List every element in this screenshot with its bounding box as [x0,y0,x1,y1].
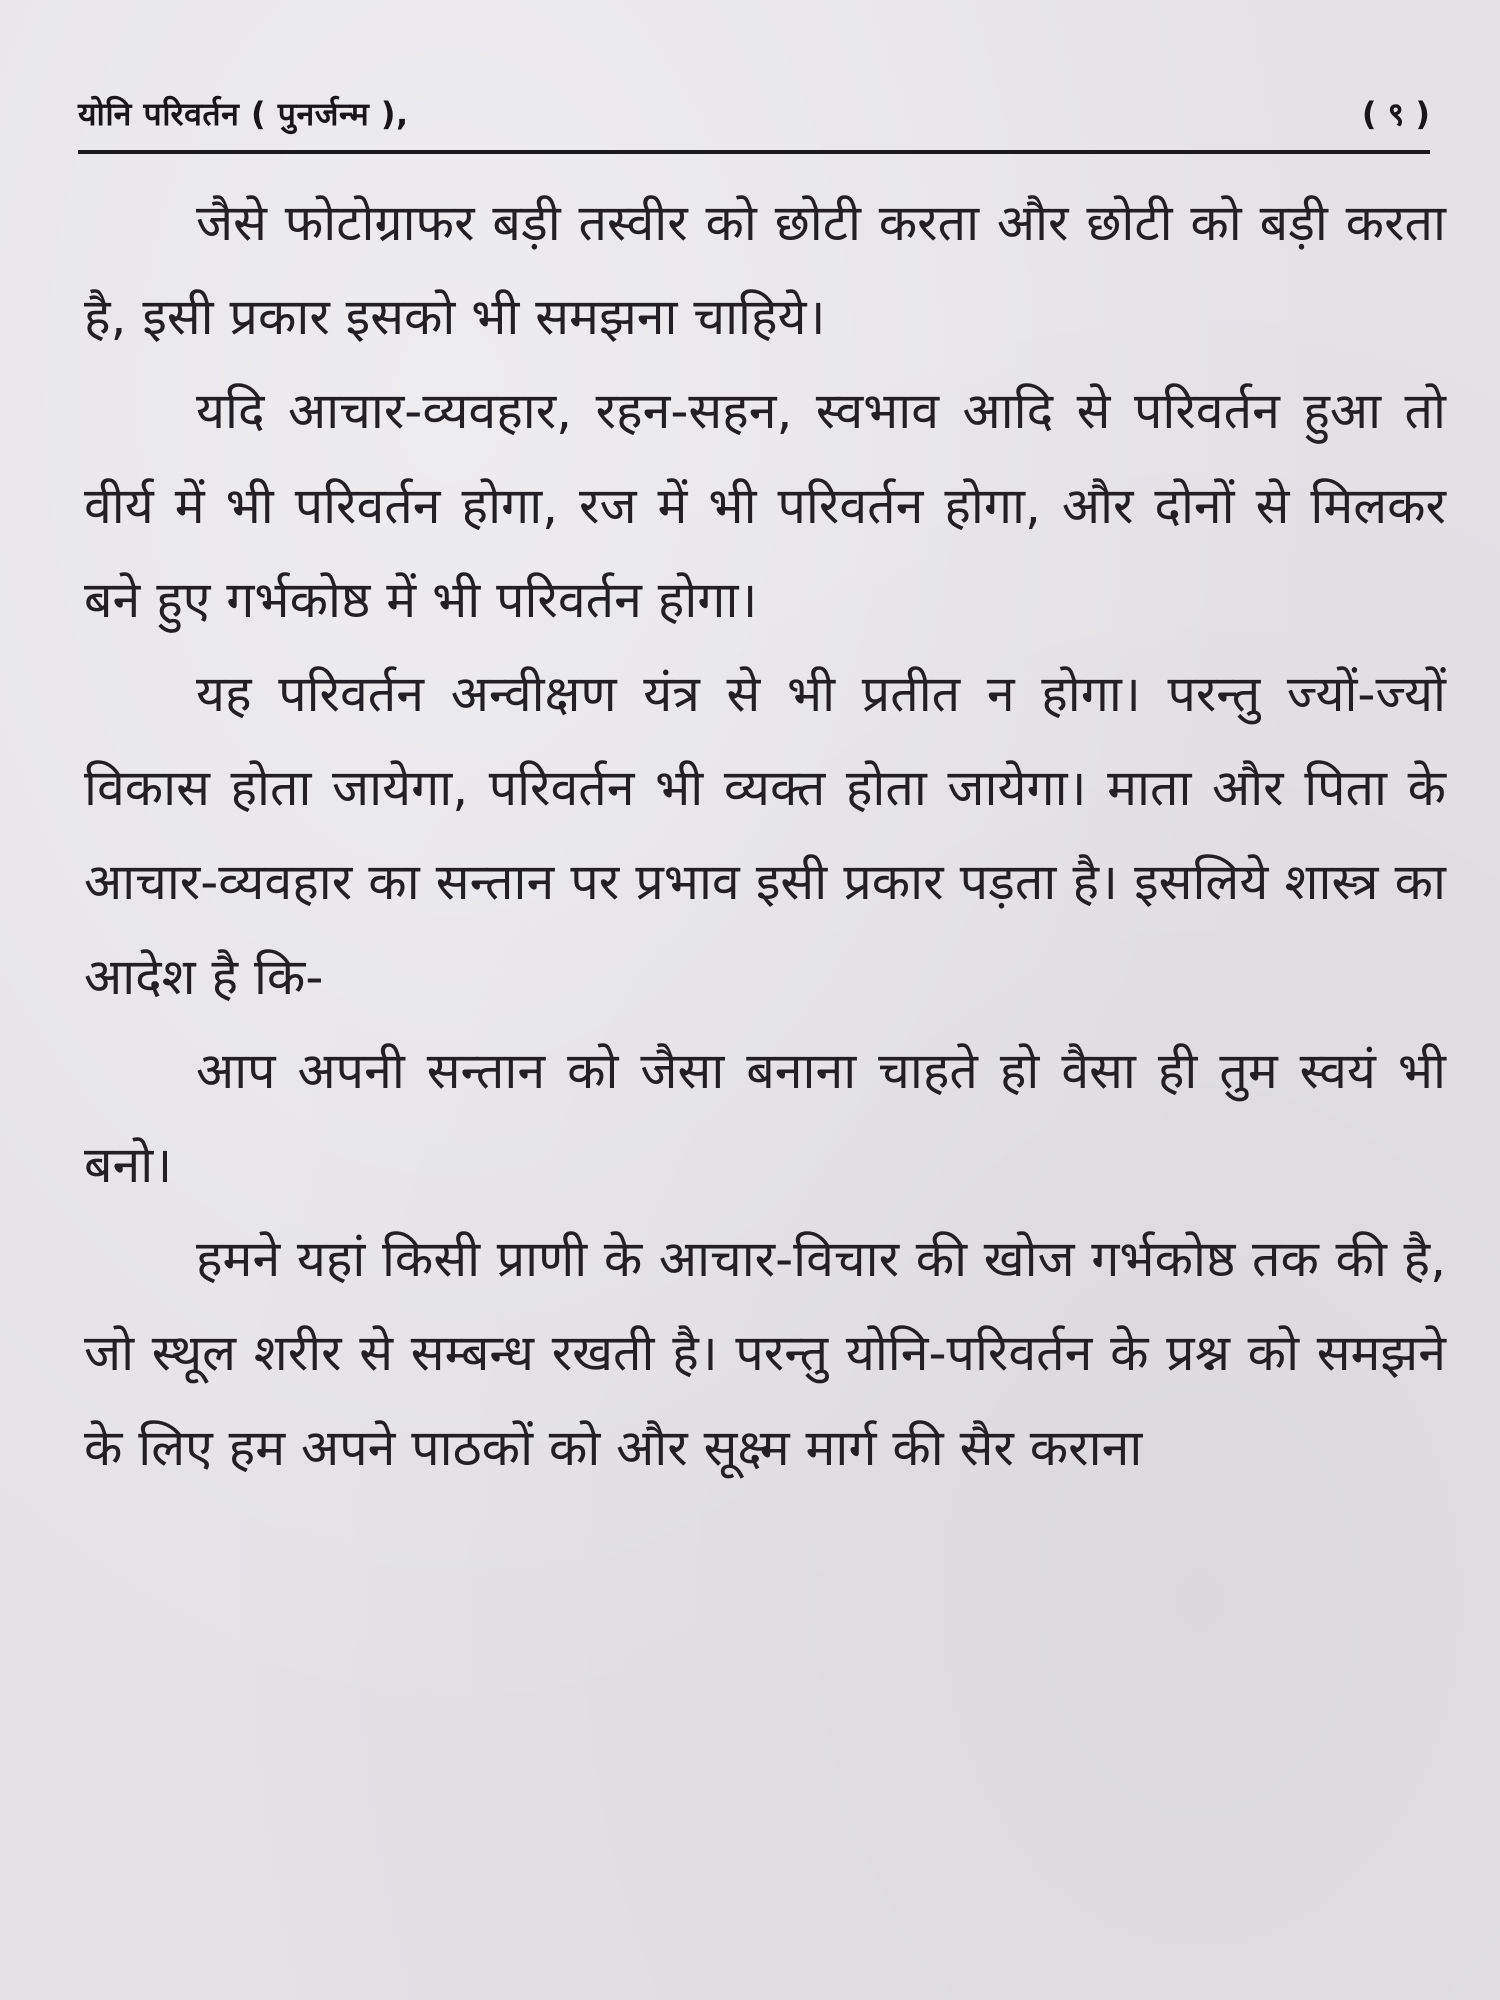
header-rule [78,150,1430,154]
paragraph: हमने यहां किसी प्राणी के आचार-विचार की खोज गर्भकोष्ठ तक की है, जो स्थूल शरीर से सम्बन्ध रखती है। परन्तु योनि-परिवर्तन के प्रश्न को समझने के लिए हम अपने पाठकों को और सूक्ष्म मार्ग की सैर कराना [84,1230,1446,1477]
paragraph: जैसे फोटोग्राफर बड़ी तस्वीर को छोटी करता और छोटी को बड़ी करता है, इसी प्रकार इसको भी समझना चाहिये। [84,194,1446,347]
body-text [84,176,1446,1495]
page-number: ( ९ ) [1361,95,1430,133]
paragraph: यदि आचार-व्यवहार, रहन-सहन, स्वभाव आदि से परिवर्तन हुआ तो वीर्य में भी परिवर्तन होगा, रज में भी परिवर्तन होगा, और दोनों से मिलकर बने हुए गर्भकोष्ठ में भी परिवर्तन होगा। [84,382,1446,629]
paragraph: यह परिवर्तन अन्वीक्षण यंत्र से भी प्रतीत न होगा। परन्तु ज्यों-ज्यों विकास होता जायेगा, परिवर्तन भी व्यक्त होता जायेगा। माता और पिता के आचार-व्यवहार का सन्तान पर प्रभाव इसी प्रकार पड़ता है। इसलिये शास्त्र का आदेश है कि- [84,665,1446,1006]
page-header [78,92,1430,152]
running-head: योनि परिवर्तन ( पुनर्जन्म ), [78,95,409,133]
paragraph: आप अपनी सन्तान को जैसा बनाना चाहते हो वैसा ही तुम स्वयं भी बनो। [84,1041,1446,1195]
